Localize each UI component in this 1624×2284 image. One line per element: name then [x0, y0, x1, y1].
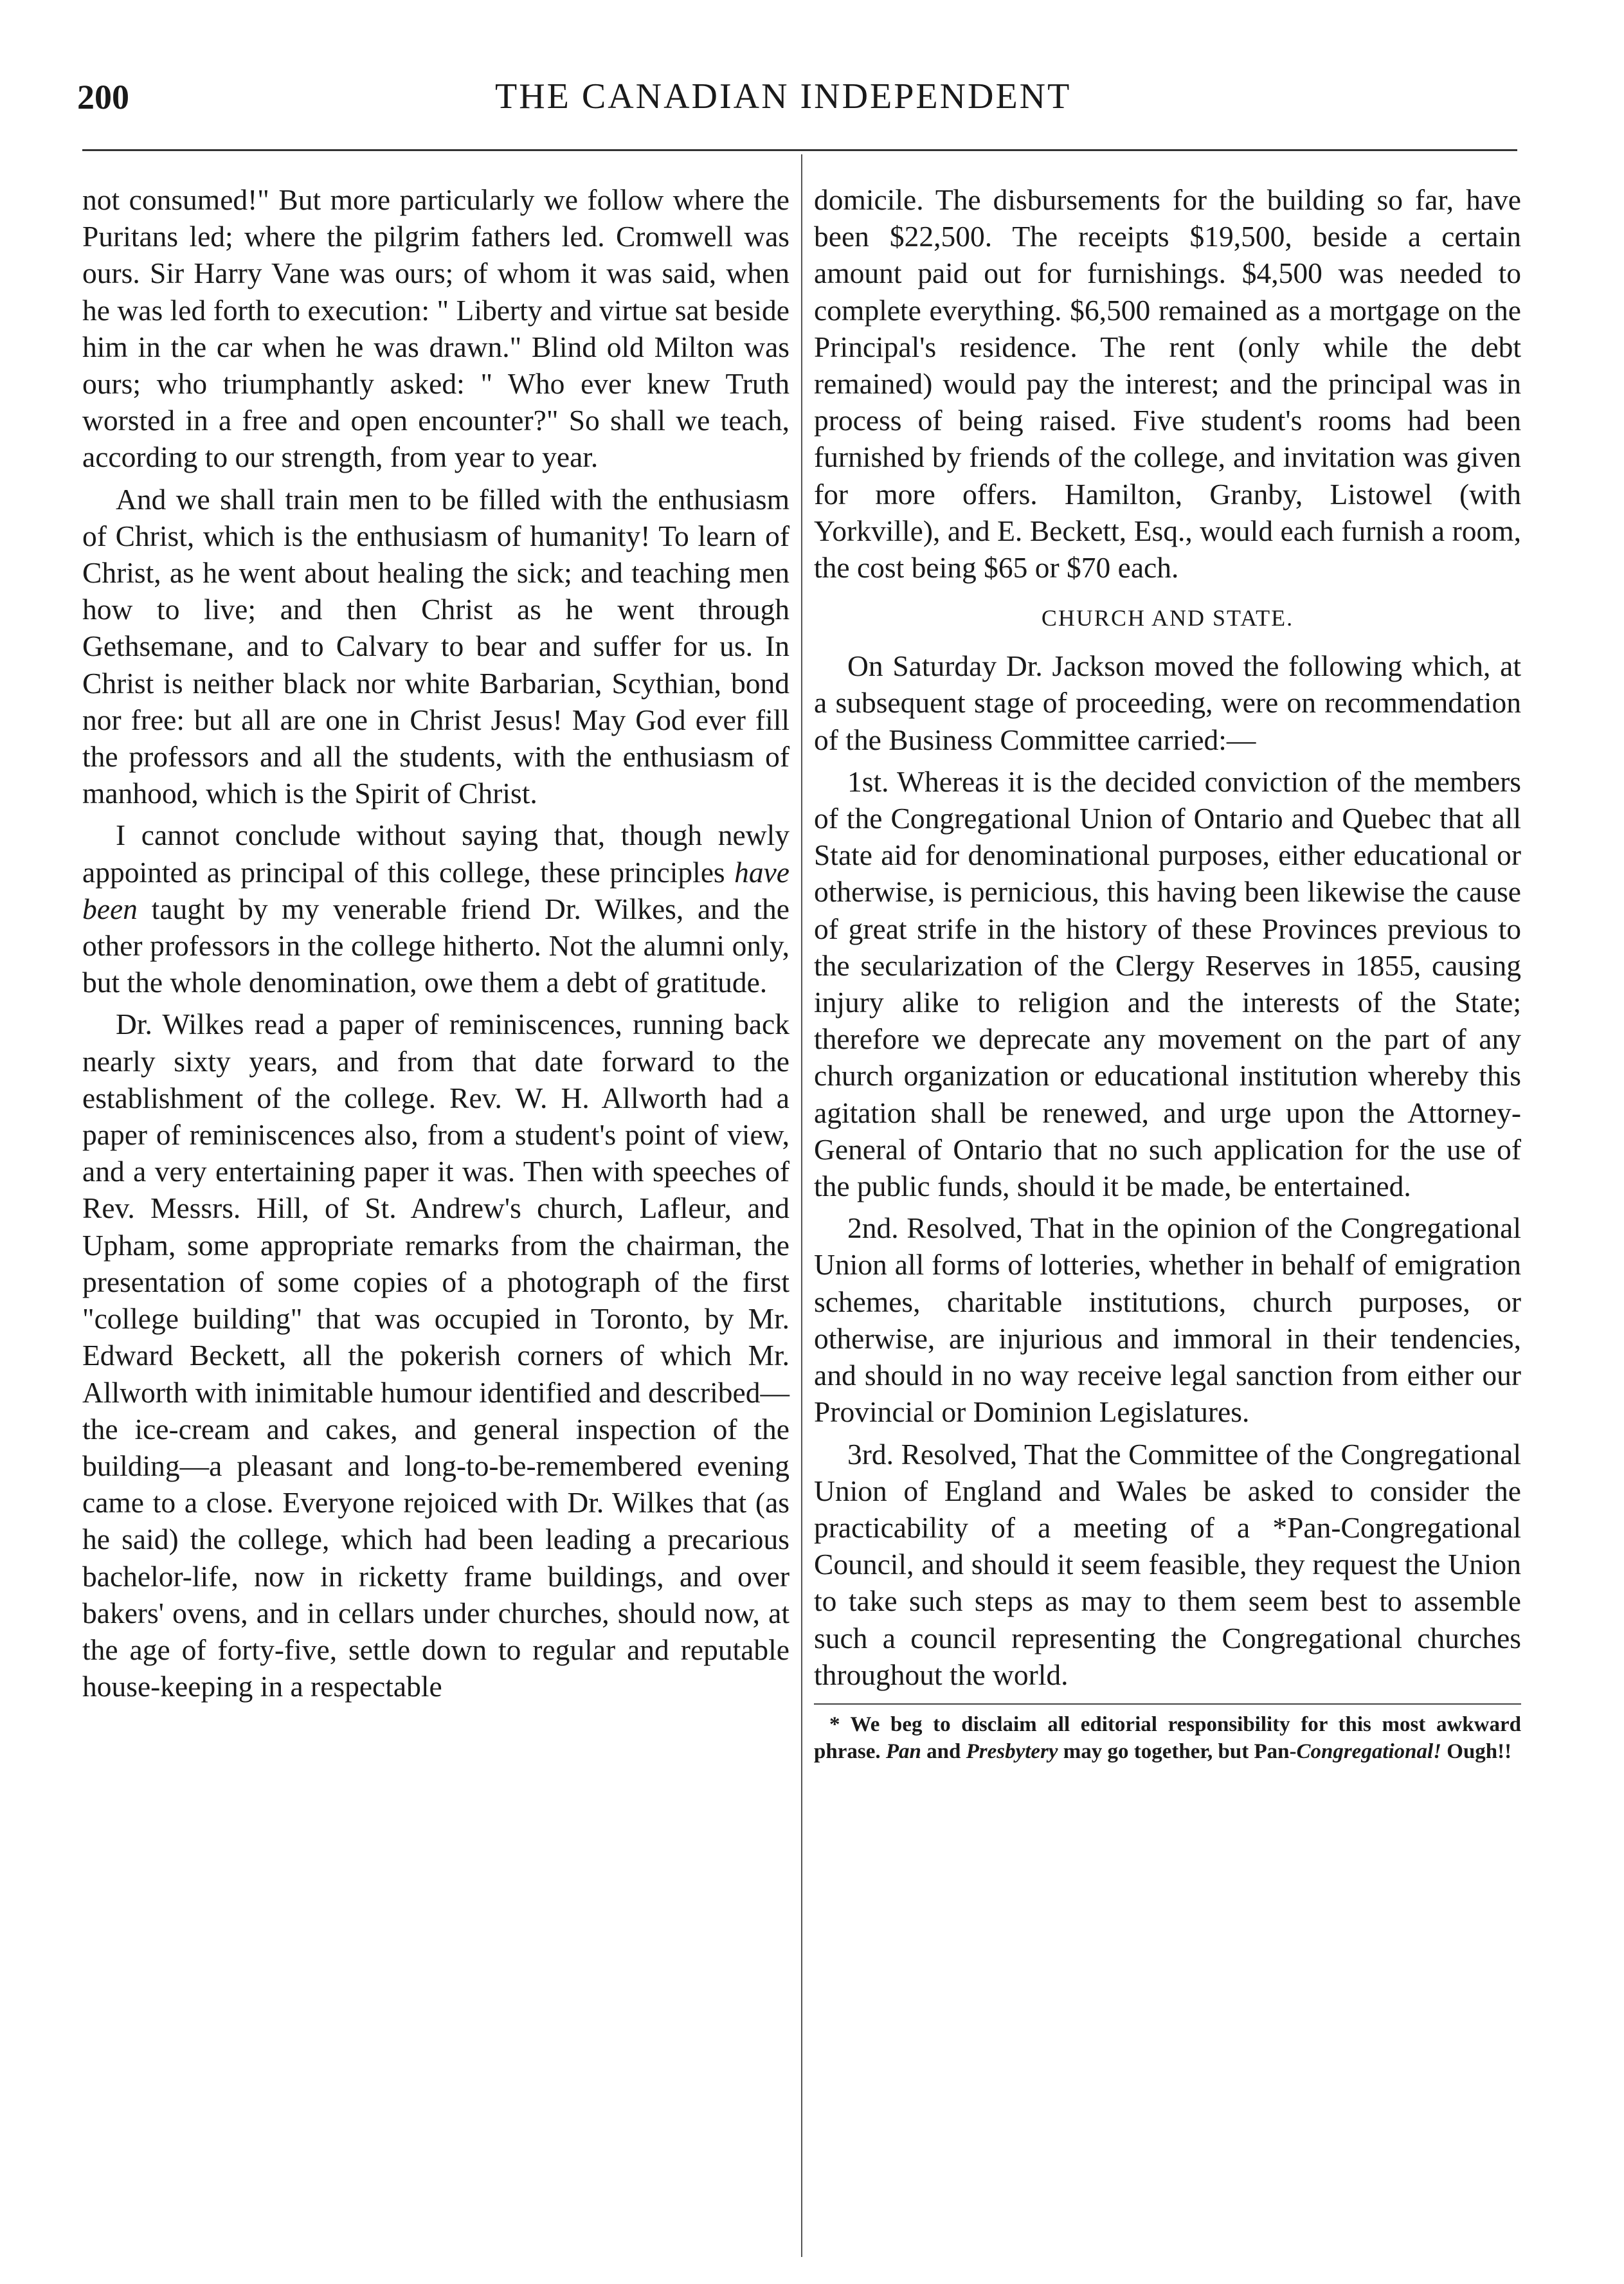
article-paragraph: And we shall train men to be filled with the enthusiasm of Christ, which is the enthusiasm of humanity! To learn of Christ, as he went about healing the sick; and teaching men how to live; and then Christ as he went through Gethsemane, and to Calvary to bear and suffer for us. In Christ is neither black nor white Barbarian, Scythian, bond nor free: but all are one in Christ Jesus! May God ever fill the professors and all the students, with the enthusiasm of manhood, which is the Spirit of Christ. [82, 482, 789, 810]
header-rule [82, 149, 1517, 151]
running-title: THE CANADIAN INDEPENDENT [495, 77, 1072, 116]
footnote-italic: Presbytery [966, 1739, 1058, 1763]
college-finances-paragraph: domicile. The disbursements for the building so far, have been $22,500. The receipts $19,500, beside a certain amount paid out for furnishings. $4,500 was needed to complete everything. $6,500 remained as a mortgage on the Principal's residence. The rent (only while the debt remained) would pay the interest; and the principal was in process of being raised. Five student's rooms had been furnished by friends of the college, and invitation was given for more offers. Hamilton, Granby, Listowel (with Yorkville), and E. Beckett, Esq., would each furnish a room, the cost being $65 or $70 each. [814, 183, 1521, 585]
footnote-rule [814, 1703, 1521, 1705]
paragraph-text: I cannot conclude without saying that, though newly appointed as principal of this college, these principles [82, 819, 789, 889]
footnote-text: and [921, 1739, 966, 1763]
footnote-italic: Pan [885, 1739, 921, 1763]
column-divider [801, 154, 802, 2257]
resolution-2: 2nd. Resolved, That in the opinion of the Congregational Union all forms of lotteries, whether in behalf of emigration schemes, charitable institutions, church purposes, or otherwise, are injurious and immoral in their tendencies, and should in no way receive legal sanction from either our Provincial or Dominion Legislatures. [814, 1211, 1521, 1429]
left-column [82, 181, 789, 1705]
article-paragraph: not consumed!" But more particularly we follow where the Puritans led; where the pilgrim fathers led. Cromwell was ours. Sir Harry Vane was ours; of whom it was said, when he was led forth to execution: " Liberty and virtue sat beside him in the car when he was drawn." Blind old Milton was ours; who triumphantly asked: " Who ever knew Truth worsted in a free and open encounter?" So shall we teach, according to our strength, from year to year. [82, 183, 789, 474]
reminiscences-paragraph: Dr. Wilkes read a paper of reminiscences, running back nearly sixty years, and from that date forward to the establishment of the college. Rev. W. H. Allworth had a paper of reminiscences also, from a student's point of view, and a very entertaining paper it was. Then with speeches of Rev. Messrs. Hill, of St. Andrew's church, Lafleur, and Upham, some appropriate remarks from the chairman, the presentation of some copies of a photograph of the first "college building" that was occupied in Toronto, by Mr. Edward Beckett, all the pokerish corners of which Mr. Allworth with inimitable humour identified and described—the ice-cream and cakes, and general inspection of the building—a pleasant and long-to-be-remembered evening came to a close. Everyone rejoiced with Dr. Wilkes that (as he said) the college, which had been leading a precarious bachelor-life, now in ricketty frame buildings, and over bakers' ovens, and in cellars under churches, should now, at the age of forty-five, settle down to regular and reputable house-keeping in a respectable [82, 1008, 789, 1703]
emphasis-text: have been [82, 855, 789, 925]
resolution-3: 3rd. Resolved, That the Committee of the Congregational Union of England and Wales be asked to consider the practicability of a meeting of a *Pan-Congregational Council, and should it seem feasible, they request the Union to take such steps as may to them seem best to assemble such a council representing the Congregational churches throughout the world. [814, 1437, 1521, 1691]
footnote-text: may go together, but Pan- [1058, 1739, 1297, 1763]
footnote-text: Ough!! [1441, 1739, 1512, 1763]
page-number: 200 [77, 78, 129, 116]
section-heading: CHURCH AND STATE. [1041, 605, 1294, 631]
footnote [814, 1711, 1521, 1765]
footnote-text: * We beg to disclaim all editorial responsibility for this most awkward phrase. [814, 1712, 1521, 1763]
motion-intro: On Saturday Dr. Jackson moved the following which, at a subsequent stage of proceeding, were on recommendation of the Business Committee carried:— [814, 649, 1521, 756]
right-column [814, 181, 1521, 1786]
footnote-italic: Congregational! [1296, 1739, 1442, 1763]
principal-paragraph [82, 817, 789, 1001]
paragraph-text: taught by my venerable friend Dr. Wilkes, and the other professors in the college hitherto. Not the alumni only, but the whole denomination, owe them a debt of gratitude. [82, 892, 789, 999]
resolution-1: 1st. Whereas it is the decided conviction of the members of the Congregational Union of Ontario and Quebec that all State aid for denominational purposes, either educational or otherwise, is pernicious, this having been likewise the cause of great strife in the history of these Provinces previous to the secularization of the Clergy Reserves in 1855, causing injury alike to religion and the interests of the State; therefore we deprecate any movement on the part of any church organization or educational institution whereby this agitation shall be renewed, and urge upon the Attorney-General of Ontario that no such application for the use of the public funds, should it be made, be entertained. [814, 765, 1521, 1203]
